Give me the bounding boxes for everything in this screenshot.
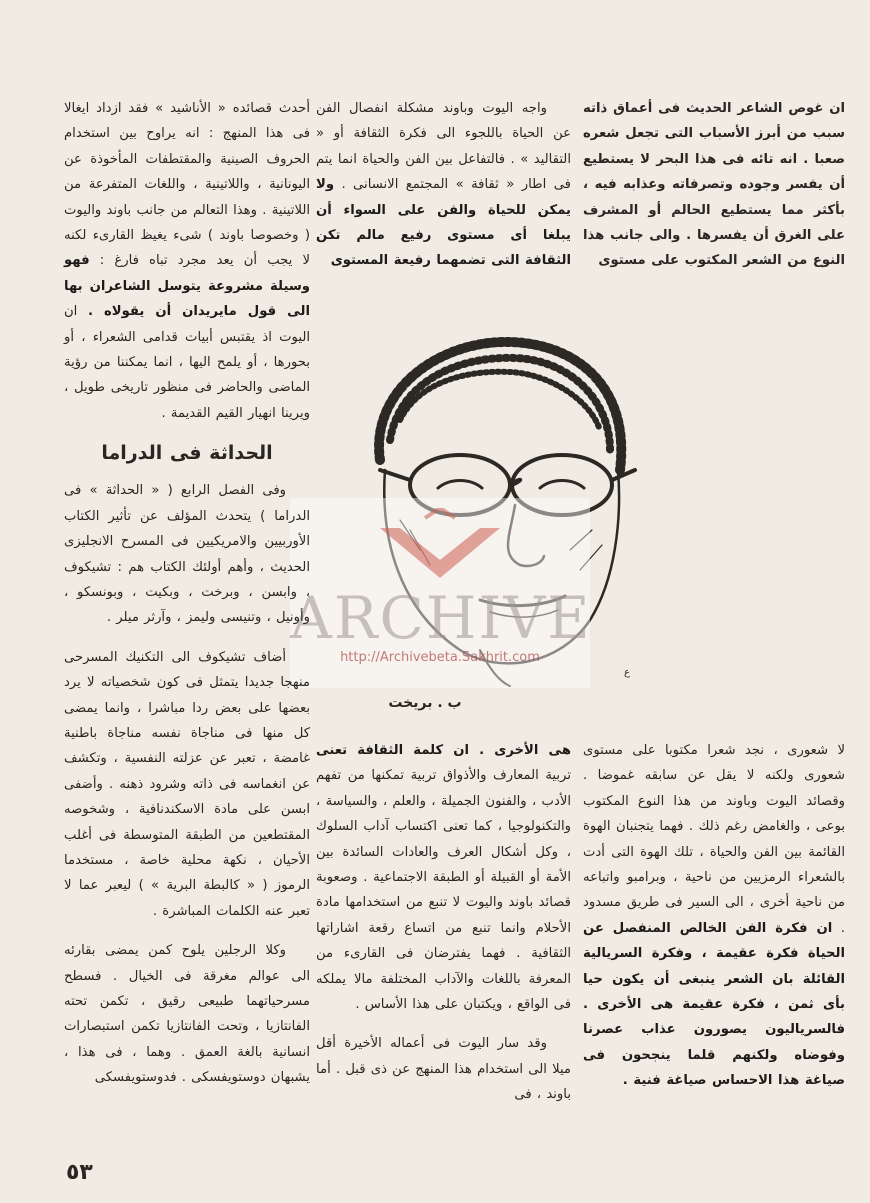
paragraph-bold-text: ولا يمكن للحياة والفن على السواء أن يبلغا أى مستوى رفيع مالم تكن الثقافة التى تضمهما رفيعة المستوى [316,177,571,269]
column-middle-top [316,96,571,274]
paragraph-text: أحدث قصائده « الأناشيد » فقد ازداد ايغالا فى هذا المنهج : انه يراوح بين استخدام الحروف الصينية والمقتطفات المأخوذة عن اليونانية ، واللاتينية ، واللغات المتفرعة من اللاتينية . وهذا التعالم من جانب باوند واليوت ( وخصوصا باوند ) شىء يغيظ القارىء لكنه لا يجب أن يعد مجرد تباه فارغ : [64,101,310,269]
paragraph [316,96,571,274]
column-right-top [583,96,845,274]
paragraph-bold-text: هى الأخرى . ان كلمة الثقافة تعنى [316,743,571,758]
paragraph-text: واجه اليوت وباوند مشكلة انفصال الفن عن الحياة باللجوء الى فكرة الثقافة أو « التقاليد » . فالتفاعل بين الفن والحياة انما يتم فى اطار « ثقافة » المجتمع الانسانى . [316,101,571,193]
paragraph: وقد سار اليوت فى أعماله الأخيرة أقل ميلا الى استخدام هذا المنهج عن ذى قبل . أما باوند ، فى [316,1036,571,1103]
paragraph [316,738,571,1017]
paragraph: وفى الفصل الرابع ( « الحداثة » فى الدراما ) يتحدث المؤلف عن تأثير الكتاب الأوربيين والامريكيين فى المسرح الانجليزى الحديث ، وأهم أولئك الكتاب هم : تشيكوف ، وابسن ، وبرخت ، وبكيت ، وبونسكو ، وأونيل ، وتنيسى وليمز ، وآرثر ميلر . [64,483,310,626]
paragraph-bold-text: فهو وسيلة مشروعة يتوسل الشاعران بها الى قول مايريدان أن يقولاه . [64,253,310,320]
section-heading: الحداثة فى الدراما [101,442,273,465]
paragraph-text: لا شعورى ، نجد شعرا مكتوبا على مستوى شعورى ولكنه لا يقل عن سابقه غموضا . وقصائد اليوت وباوند من هذا النوع المكتوب بوعى ، والغامض رغم ذلك . فهما يتجنبان الهوة القائمة بين الفن والحياة ، تلك الهوة التى أدت بالشعراء الرمزيين من ناحية ، وبرامبو واتباعه من ناحية أخرى ، الى السير فى طريق مسدود . [583,743,845,936]
paragraph [583,738,845,1094]
portrait-illustration [330,320,650,690]
paragraph [64,96,310,426]
paragraph-text: ان اليوت اذ يقتبس أبيات قدامى الشعراء ، أو بحورها ، أو يلمح اليها ، انما يمكننا من رؤية الماضى والحاضر فى منظور تاريخى طويل ، ويرينا انهيار القيم القديمة . [64,304,310,421]
watermark-url: http://Archivebeta.Sakhrit.com [340,650,540,665]
paragraph-bold-text: ان فكرة الفن الخالص المنفصل عن الحياة فكرة عقيمة ، وفكرة السريالية القائلة بان الشعر ينبغى أن يكون حيا بأى ثمن ، فكرة عقيمة هى الأخرى . فالسرياليون يصورون عذاب عصرنا وفوضاه ولكنهم قلما ينجحون فى صياغة هذا الاحساس صياغة فنية . [583,920,845,1089]
paragraph: أضاف تشيكوف الى التكنيك المسرحى منهجا جديدا يتمثل فى كون شخصياته لا يرد بعضها على بعض ردا مباشرا ، وانما يمضى كل منها فى مناجاة نفسه مناجاة باطنية غامضة ، تعبر عن عزلته النفسية ، وتكشف عن انغماسه فى ذاته وشرود ذهنه . وأضفى ابسن على مادة الاسكندنافية ، وشخوصه المقتطعين من الطبقة المتوسطة فى أغلب الأحيان ، نكهة محلية خاصة ، مستخدما الرموز ( « كالبطة البرية » ) ليعبر عما لا تعبر عنه الكلمات المباشرة . [64,649,310,919]
paragraph: وكلا الرجلين يلوح كمن يمضى بقارئه الى عوالم مغرقة فى الخيال . فسطح مسرحياتهما طبيعى رقيق ، تكمن تحته الفانتازيا ، وتحت الفانتازيا تكمن استبصارات انسانية بالغة العمق . وهما ، فى هذا ، يشبهان دوستويفسكى . فدوستويفسكى [64,943,310,1086]
image-caption: ب . بريخت [388,695,462,711]
svg-text:ع: ع [624,667,630,678]
watermark-text: ARCHIVE [290,584,592,652]
paragraph: ان غوص الشاعر الحديث فى أعماق ذاته سبب من أبرز الأسباب التى تجعل شعره صعبا . انه تائه فى هذا البحر لا يستطيع أن يفسر وجوده وتصرفاته وعذابه فيه ، بأكثر مما يستطيع الحالم أو المشرف على الغرق أن يفسرها . والى جانب هذا النوع من الشعر المكتوب على مستوى [583,101,845,269]
column-right-bottom [583,738,845,1094]
column-left [64,96,310,1091]
column-middle-bottom [316,738,571,1108]
paragraph-text: تربية المعارف والأذواق تربية تمكنها من تفهم الأدب ، والفنون الجميلة ، والعلم ، والسياسة ، والتكنولوجيا ، كما تعنى اكتساب آداب السلوك ، وكل أشكال العرف والعادات السائدة بين الأمة أو القبيلة أو الطبقة الاجتماعية . وصعوبة قصائد باوند واليوت لا تنبع من استخدامها مادة الأحلام وانما تنبع من اتساع رقعة اشاراتها الثقافية . فهما يفترضان فى القارىء من المعرفة باللغات والآداب المختلفة مالا يملكه فى الواقع ، ويكتبان على هذا الأساس . [316,768,571,1013]
page-number: ٥٣ [66,1160,93,1185]
